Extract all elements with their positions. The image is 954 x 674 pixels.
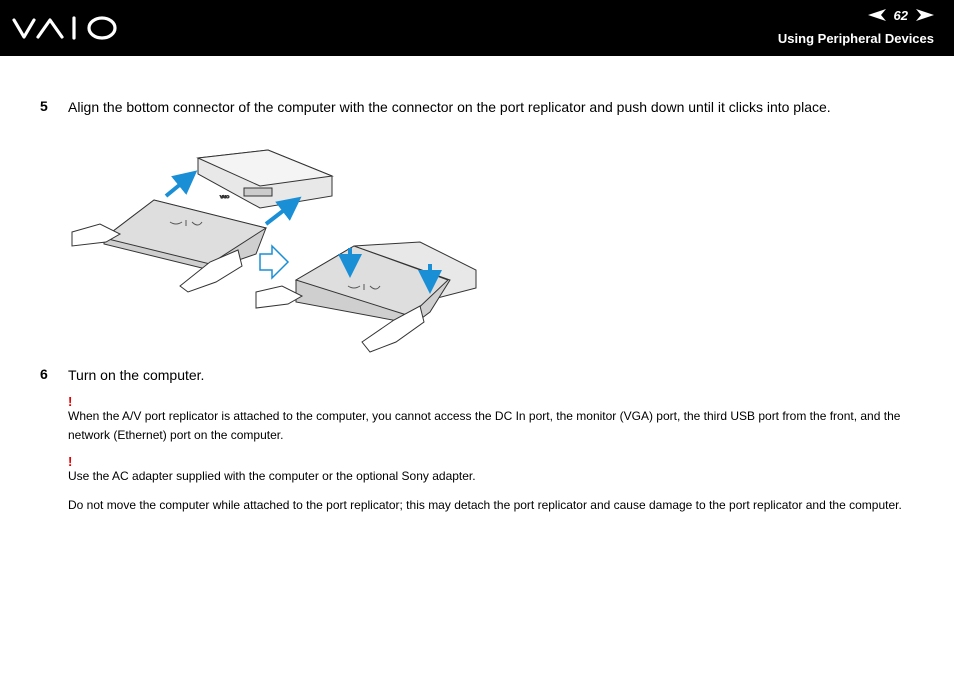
note-text: Do not move the computer while attached to the port replicator; this may detach the port replicator and cause damage to the port replicator and the computer. [68, 498, 902, 512]
page-number: 62 [893, 7, 908, 23]
note-text: When the A/V port replicator is attached to the computer, you cannot access the DC In port, the monitor (VGA) port, the third USB port from the front, and the network (Ethernet) port on the computer. [68, 409, 901, 442]
warning-icon: ! [68, 394, 73, 409]
page-header [0, 0, 954, 56]
note-text: Use the AC adapter supplied with the computer or the optional Sony adapter. [68, 469, 476, 483]
port-replicator-top [198, 150, 332, 208]
page-navigation [868, 7, 934, 23]
port-replicator-illustration [70, 146, 482, 362]
replicator-logo: VAIO [220, 194, 230, 199]
warning-icon: ! [68, 454, 73, 469]
prev-page-arrow-icon[interactable] [868, 9, 886, 21]
next-page-arrow-icon[interactable] [916, 9, 934, 21]
section-title: Using Peripheral Devices [777, 31, 934, 46]
step-number: 6 [40, 366, 48, 382]
port-replicator-bottom [296, 242, 476, 324]
step-text: Align the bottom connector of the computer with the connector on the port replicator and push down until it clicks into place. [68, 99, 831, 115]
laptop-top [104, 200, 266, 270]
vaio-logo [12, 14, 122, 42]
step-number: 5 [40, 98, 48, 114]
step-text: Turn on the computer. [68, 367, 205, 383]
step-arrow-icon [260, 246, 288, 278]
